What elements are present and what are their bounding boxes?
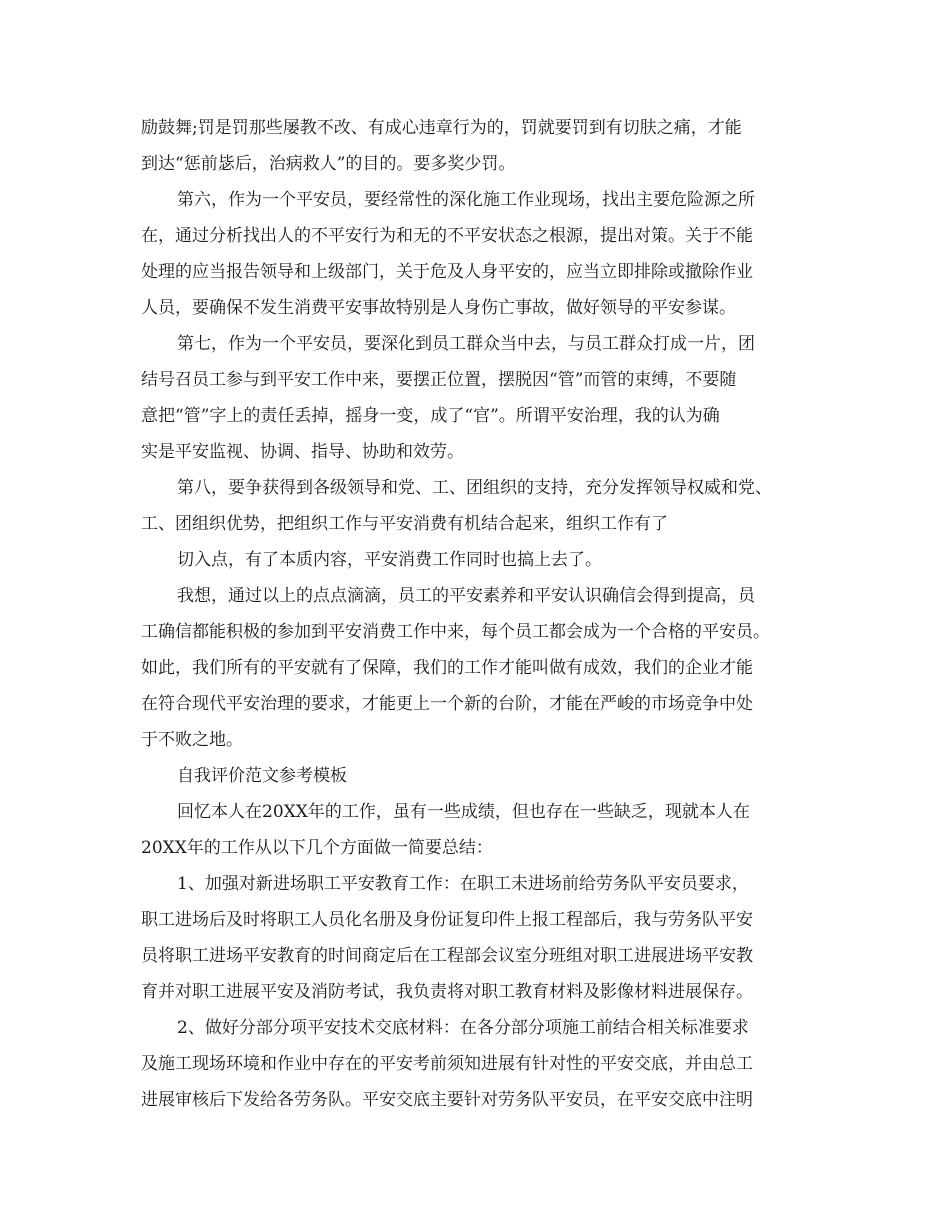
text-line: 职工进场后及时将职工人员化名册及身份证复印件上报工程部后，我与劳务队平安 — [141, 910, 753, 930]
paragraph-start: 我想，通过以上的点点滴滴，员工的平安素养和平安认识确信会得到提高，员 — [177, 586, 755, 606]
paragraph-start: 第六，作为一个平安员，要经常性的深化施工作业现场，找出主要危险源之所 — [177, 190, 755, 210]
text-line: 在，通过分析找出人的不平安行为和无的不平安状态之根源，提出对策。关于不能 — [141, 226, 753, 246]
text-line: 如此，我们所有的平安就有了保障，我们的工作才能叫做有成效，我们的企业才能 — [141, 658, 753, 678]
section-heading: 自我评价范文参考模板 — [177, 766, 347, 786]
text-line: 及施工现场环境和作业中存在的平安考前须知进展有针对性的平安交底，并由总工 — [141, 1054, 753, 1074]
text-line: 进展审核后下发给各劳务队。平安交底主要针对劳务队平安员，在平安交底中注明 — [141, 1090, 753, 1110]
paragraph-start: 2、做好分部分项平安技术交底材料：在各分部分项施工前结合相关标准要求 — [177, 1018, 749, 1038]
text-line: 工确信都能积极的参加到平安消费工作中来，每个员工都会成为一个合格的平安员。 — [141, 622, 770, 642]
text-line: 员将职工进场平安教育的时间商定后在工程部会议室分班组对职工进展进场平安教 — [141, 946, 753, 966]
text-line: 育并对职工进展平安及消防考试，我负责将对职工教育材料及影像材料进展保存。 — [141, 982, 753, 1002]
text-line: 意把“管”字上的责任丢掉，摇身一变，成了“官”。所谓平安治理，我的认为确 — [141, 406, 720, 426]
paragraph-start: 第七，作为一个平安员，要深化到员工群众当中去，与员工群众打成一片，团 — [177, 334, 755, 354]
text-line: 在符合现代平安治理的要求，才能更上一个新的台阶，才能在严峻的市场竞争中处 — [141, 694, 753, 714]
paragraph-start: 第八，要争获得到各级领导和党、工、团组织的支持，充分发挥领导权威和党、 — [177, 478, 772, 498]
paragraph-start: 1、加强对新进场职工平安教育工作：在职工未进场前给劳务队平安员要求， — [177, 874, 749, 894]
text-line: 处理的应当报告领导和上级部门，关于危及人身平安的，应当立即排除或撤除作业 — [141, 262, 753, 282]
text-line: 实是平安监视、协调、指导、协助和效劳。 — [141, 442, 464, 462]
paragraph-start: 切入点，有了本质内容，平安消费工作同时也搞上去了。 — [177, 550, 602, 570]
text-line: 到达“惩前毖后，治病救人”的目的。要多奖少罚。 — [141, 154, 516, 174]
text-line: 20XX年的工作从以下几个方面做一简要总结： — [141, 838, 493, 858]
text-line: 于不败之地。 — [141, 730, 243, 750]
text-line: 结号召员工参与到平安工作中来，要摆正位置，摆脱因“管”而管的束缚，不要随 — [141, 370, 737, 390]
text-line: 人员，要确保不发生消费平安事故特别是人身伤亡事故，做好领导的平安参谋。 — [141, 298, 736, 318]
text-line: 励鼓舞;罚是罚那些屡教不改、有成心违章行为的，罚就要罚到有切肤之痛，才能 — [141, 118, 742, 138]
paragraph-start: 回忆本人在20XX年的工作，虽有一些成绩，但也存在一些缺乏，现就本人在 — [177, 802, 750, 822]
text-line: 工、团组织优势，把组织工作与平安消费有机结合起来，组织工作有了 — [141, 514, 668, 534]
body-text — [141, 110, 821, 1118]
